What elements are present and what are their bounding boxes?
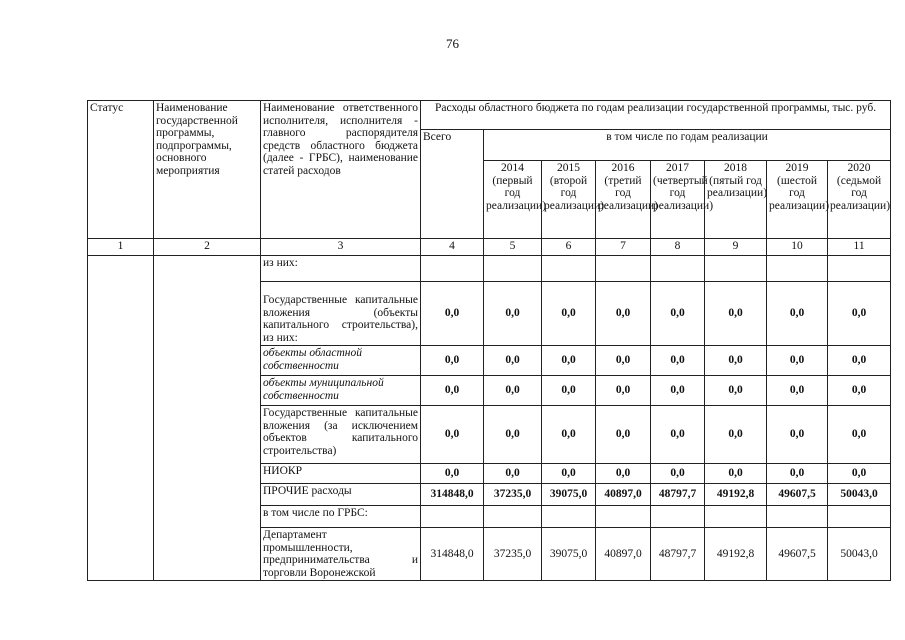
row-label: объекты областной собственности (261, 346, 421, 376)
column-number-row (88, 239, 891, 256)
header-executor: Наименование ответственного исполнителя, исполнителя - главного распорядителя средств областного бюджета (далее - ГРБС), наименование статей расходов (261, 101, 421, 239)
row-value: 0,0 (767, 406, 828, 464)
row-value: 0,0 (651, 346, 705, 376)
row-value: 0,0 (542, 406, 596, 464)
row-value (484, 506, 542, 528)
header-year: 2019 (шестой год реализации) (767, 161, 828, 239)
row-value: 0,0 (705, 376, 767, 406)
row-value (651, 506, 705, 528)
row-label: ПРОЧИЕ расходы (261, 484, 421, 506)
row-label: Государственные капитальные вложения (за исключением объектов капитального строительства) (261, 406, 421, 464)
row-value: 0,0 (767, 346, 828, 376)
header-year: 2020 (седьмой год реализации) (828, 161, 891, 239)
row-value: 0,0 (828, 464, 891, 484)
row-value: 49192,8 (705, 528, 767, 581)
row-value: 0,0 (705, 346, 767, 376)
row-value: 0,0 (651, 282, 705, 346)
row-value: 0,0 (596, 346, 651, 376)
row-value (596, 506, 651, 528)
row-value: 0,0 (828, 376, 891, 406)
row-value: 0,0 (596, 464, 651, 484)
program-cell (154, 256, 261, 581)
column-number: 6 (542, 239, 596, 256)
row-value: 0,0 (705, 464, 767, 484)
row-value: 0,0 (421, 376, 484, 406)
row-label: Государственные капитальные вложения (объекты капитального строительства), из них: (261, 282, 421, 346)
header-by-years: в том числе по годам реализации (484, 130, 891, 161)
row-value: 0,0 (705, 406, 767, 464)
row-value (421, 506, 484, 528)
column-number: 9 (705, 239, 767, 256)
row-value (705, 256, 767, 282)
column-number: 10 (767, 239, 828, 256)
row-value: 49607,5 (767, 528, 828, 581)
row-value: 0,0 (484, 376, 542, 406)
row-value: 0,0 (421, 406, 484, 464)
row-value: 0,0 (828, 346, 891, 376)
page-number: 76 (446, 36, 459, 51)
row-value: 0,0 (596, 406, 651, 464)
row-value: 0,0 (542, 346, 596, 376)
budget-table (87, 100, 891, 581)
row-value: 314848,0 (421, 528, 484, 581)
row-value: 0,0 (421, 282, 484, 346)
header-year: 2017 (четвертый год реализации) (651, 161, 705, 239)
row-value (542, 256, 596, 282)
row-value: 0,0 (421, 346, 484, 376)
row-value: 48797,7 (651, 484, 705, 506)
row-value: 39075,0 (542, 528, 596, 581)
row-value: 0,0 (421, 464, 484, 484)
row-value: 40897,0 (596, 484, 651, 506)
header-total: Всего (421, 130, 484, 239)
row-label: Департамент промышленности, предпринимательства и торговли Воронежской (261, 528, 421, 581)
row-value: 0,0 (542, 464, 596, 484)
row-value (651, 256, 705, 282)
row-value: 0,0 (828, 282, 891, 346)
row-value: 0,0 (542, 282, 596, 346)
column-number: 2 (154, 239, 261, 256)
row-value (828, 506, 891, 528)
header-year: 2016 (третий год реализации) (596, 161, 651, 239)
row-value: 48797,7 (651, 528, 705, 581)
row-value: 0,0 (651, 376, 705, 406)
header-expenses-title: Расходы областного бюджета по годам реализации государственной программы, тыс. руб. (421, 101, 891, 130)
row-value: 0,0 (767, 464, 828, 484)
row-value: 314848,0 (421, 484, 484, 506)
row-value: 50043,0 (828, 528, 891, 581)
row-value: 0,0 (484, 464, 542, 484)
column-number: 5 (484, 239, 542, 256)
row-value: 37235,0 (484, 484, 542, 506)
header-year: 2015 (второй год реализации) (542, 161, 596, 239)
status-cell (88, 256, 154, 581)
row-value (828, 256, 891, 282)
column-number: 8 (651, 239, 705, 256)
row-value: 49192,8 (705, 484, 767, 506)
row-value (421, 256, 484, 282)
row-value: 0,0 (767, 376, 828, 406)
column-number: 1 (88, 239, 154, 256)
row-value: 0,0 (705, 282, 767, 346)
row-value: 0,0 (484, 282, 542, 346)
row-value: 0,0 (828, 406, 891, 464)
row-label: в том числе по ГРБС: (261, 506, 421, 528)
row-value: 50043,0 (828, 484, 891, 506)
header-year: 2014 (первый год реализации) (484, 161, 542, 239)
column-number: 3 (261, 239, 421, 256)
row-label: объекты муниципальной собственности (261, 376, 421, 406)
row-value: 0,0 (596, 282, 651, 346)
row-value (596, 256, 651, 282)
column-number: 4 (421, 239, 484, 256)
table-row (88, 256, 891, 282)
header-program-name: Наименование государственной программы, подпрограммы, основного мероприятия (154, 101, 261, 239)
row-value (767, 256, 828, 282)
column-number: 7 (596, 239, 651, 256)
row-value: 0,0 (596, 376, 651, 406)
row-value: 40897,0 (596, 528, 651, 581)
row-value (767, 506, 828, 528)
header-status: Статус (88, 101, 154, 239)
row-value: 0,0 (542, 376, 596, 406)
row-value (484, 256, 542, 282)
header-year: 2018 (пятый год реализации) (705, 161, 767, 239)
row-value: 39075,0 (542, 484, 596, 506)
row-value: 0,0 (651, 406, 705, 464)
row-value (542, 506, 596, 528)
column-number: 11 (828, 239, 891, 256)
row-label: НИОКР (261, 464, 421, 484)
row-value: 49607,5 (767, 484, 828, 506)
row-label: из них: (261, 256, 421, 282)
row-value: 37235,0 (484, 528, 542, 581)
row-value: 0,0 (484, 346, 542, 376)
row-value: 0,0 (651, 464, 705, 484)
row-value (705, 506, 767, 528)
row-value: 0,0 (767, 282, 828, 346)
row-value: 0,0 (484, 406, 542, 464)
